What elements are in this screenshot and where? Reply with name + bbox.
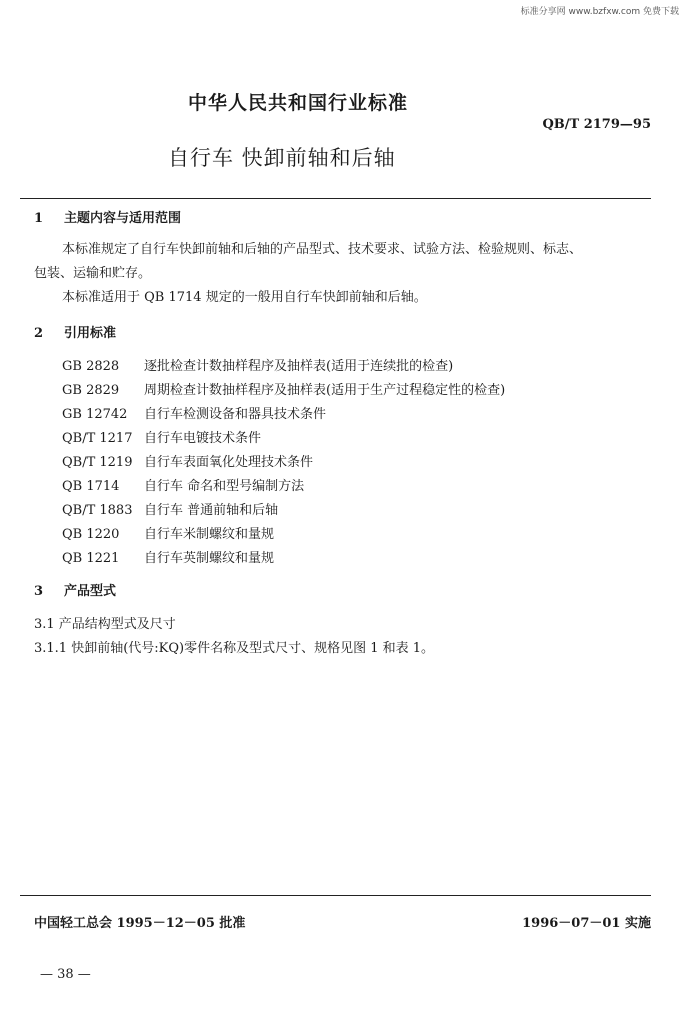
header-rule: [20, 198, 651, 199]
reference-title: 周期检查计数抽样程序及抽样表(适用于生产过程稳定性的检查): [144, 383, 506, 398]
reference-title: 自行车 命名和型号编制方法: [144, 479, 305, 494]
reference-code: GB 12742: [62, 407, 128, 422]
section-3-heading: [34, 580, 116, 599]
reference-item: [62, 379, 505, 398]
reference-code: GB 2829: [62, 383, 120, 398]
reference-item: [62, 523, 274, 542]
reference-item: [62, 451, 313, 470]
subsection-3-1-1: 3.1.1 快卸前轴(代号:KQ)零件名称及型式尺寸、规格见图 1 和表 1。: [34, 641, 435, 656]
reference-item: [62, 355, 453, 374]
document-title: 自行车 快卸前轴和后轴: [168, 146, 396, 170]
section-number: 3: [34, 584, 44, 599]
reference-title: 自行车表面氧化处理技术条件: [144, 455, 314, 470]
standard-number: QB/T 2179—95: [542, 117, 651, 132]
section-title: 产品型式: [64, 584, 117, 599]
reference-item: [62, 499, 278, 518]
section-1-heading: [34, 207, 181, 226]
reference-title: 自行车 普通前轴和后轴: [144, 503, 279, 518]
section-2-heading: [34, 322, 116, 341]
reference-title: 自行车英制螺纹和量规: [144, 551, 275, 566]
reference-item: [62, 427, 261, 446]
approval-line: 中国轻工总会 1995－12－05 批准: [34, 916, 246, 931]
reference-title: 自行车米制螺纹和量规: [144, 527, 275, 542]
section-number: 1: [34, 211, 44, 226]
subsection-3-1: 3.1 产品结构型式及尺寸: [34, 617, 176, 632]
issuing-organization: 中华人民共和国行业标准: [188, 92, 409, 114]
reference-code: QB 1714: [62, 479, 120, 494]
reference-code: QB 1220: [62, 527, 120, 542]
page-number: — 38 —: [40, 967, 91, 982]
paragraph: 本标准规定了自行车快卸前轴和后轴的产品型式、技术要求、试验方法、检验规则、标志、: [62, 242, 583, 257]
reference-title: 自行车电镀技术条件: [144, 431, 262, 446]
reference-title: 自行车检测设备和器具技术条件: [144, 407, 327, 422]
footer-rule: [20, 895, 651, 896]
section-number: 2: [34, 326, 44, 341]
reference-item: [62, 403, 326, 422]
section-title: 引用标准: [64, 326, 117, 341]
effective-date: 1996－07－01 实施: [522, 916, 651, 931]
reference-code: QB/T 1883: [62, 503, 133, 518]
reference-item: [62, 475, 304, 494]
reference-code: GB 2828: [62, 359, 120, 374]
reference-code: QB 1221: [62, 551, 120, 566]
watermark: 标准分享网 www.bzfxw.com 免费下载: [520, 7, 679, 17]
paragraph: 包装、运输和贮存。: [34, 266, 152, 281]
reference-code: QB/T 1219: [62, 455, 133, 470]
reference-item: [62, 547, 274, 566]
section-title: 主题内容与适用范围: [64, 211, 182, 226]
reference-title: 逐批检查计数抽样程序及抽样表(适用于连续批的检查): [144, 359, 454, 374]
reference-code: QB/T 1217: [62, 431, 133, 446]
paragraph: 本标准适用于 QB 1714 规定的一般用自行车快卸前轴和后轴。: [62, 290, 427, 305]
